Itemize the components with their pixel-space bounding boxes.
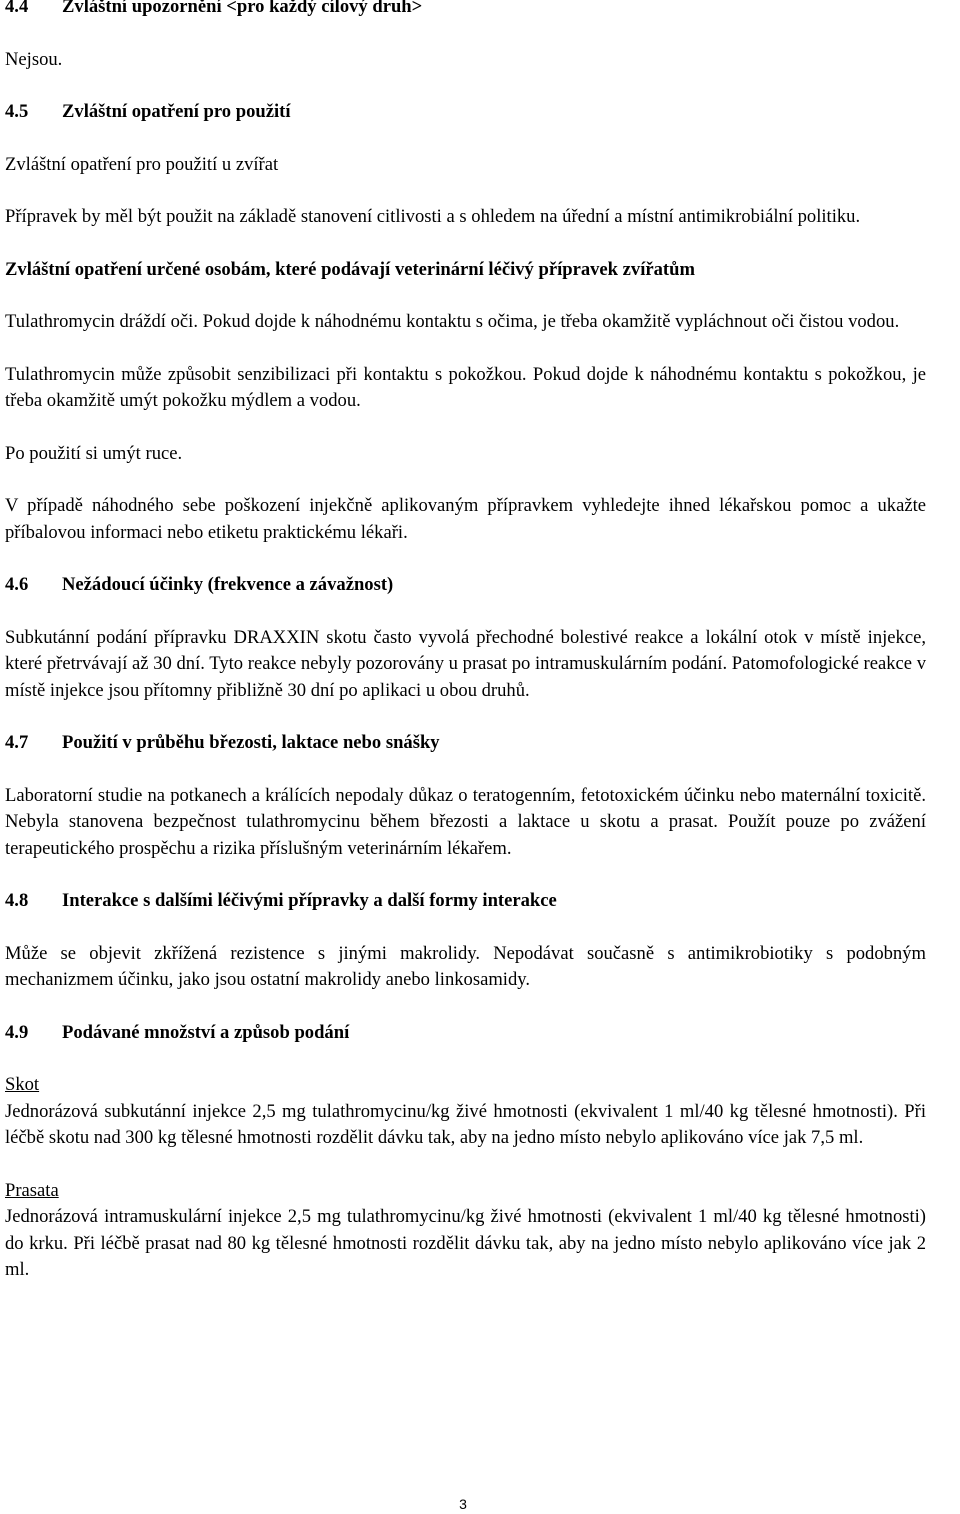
section-title: Zvláštní upozornění <pro každý cílový druh> (62, 0, 423, 17)
section-title: Zvláštní opatření pro použití (62, 101, 291, 122)
section-number: 4.9 (5, 1021, 29, 1043)
paragraph: V případě náhodného sebe poškození injekčně aplikovaným přípravkem vyhledejte ihned lékařskou pomoc a ukažte příbalovou informaci nebo etiketu praktickému lékaři. (5, 495, 926, 543)
section-number: 4.7 (5, 732, 29, 753)
section-number: 4.4 (5, 0, 29, 17)
paragraph: Tulathromycin může způsobit senzibilizaci při kontaktu s pokožkou. Pokud dojde k náhodnému kontaktu s pokožkou, je třeba okamžitě umýt pokožku mýdlem a vodou. (5, 363, 926, 411)
paragraph: Přípravek by měl být použit na základě stanovení citlivosti a s ohledem na úřední a místní antimikrobiální politiku. (5, 206, 861, 227)
page-number: 3 (459, 1496, 467, 1512)
section-heading-4-7 (5, 730, 926, 757)
paragraph: Po použití si umýt ruce. (5, 442, 183, 464)
section-number: 4.5 (5, 101, 29, 122)
paragraph: Laboratorní studie na potkanech a králících nepodaly důkaz o teratogenním, fetotoxickém účinku nebo maternální toxicitě. Nebyla stanovena bezpečnost tulathromycinu během březosti a laktace u skotu a prasat. Použít pouze po zvážení terapeutického prospěchu a rizika příslušným veterinárním lékařem. (5, 784, 926, 859)
paragraph: Nejsou. (5, 48, 63, 70)
section-number: 4.8 (5, 890, 29, 911)
section-number: 4.6 (5, 574, 29, 595)
section-title: Interakce s dalšími léčivými přípravky a další formy interakce (62, 890, 557, 911)
document-page (5, 0, 926, 1284)
section-title: Použití v průběhu březosti, laktace nebo snášky (62, 732, 440, 753)
section-heading-4-5 (5, 99, 926, 126)
species-label-skot: Skot (5, 1074, 40, 1095)
paragraph: Jednorázová intramuskulární injekce 2,5 mg tulathromycinu/kg živé hmotnosti (ekvivalent 1 ml/40 kg tělesné hmotnosti) do krku. Při léčbě prasat nad 80 kg tělesné hmotnosti rozdělit dávku tak, aby na jedno místo nebylo aplikováno více jak 2 ml. (5, 1206, 926, 1280)
paragraph: Tulathromycin dráždí oči. Pokud dojde k náhodnému kontaktu s očima, je třeba okamžitě vypláchnout oči čistou vodou. (5, 311, 900, 332)
section-title: Podávané množství a způsob podání (62, 1021, 350, 1043)
section-heading-4-6 (5, 572, 926, 599)
section-heading-4-4 (5, 0, 926, 21)
subheading: Zvláštní opatření pro použití u zvířat (5, 153, 279, 175)
paragraph: Může se objevit zkřížená rezistence s jinými makrolidy. Nepodávat současně s antimikrobiotiky s podobným mechanizmem účinku, jako jsou ostatní makrolidy anebo linkosamidy. (5, 942, 926, 990)
paragraph: Jednorázová subkutánní injekce 2,5 mg tulathromycinu/kg živé hmotnosti (ekvivalent 1 ml/40 kg tělesné hmotnosti). Při léčbě skotu nad 300 kg tělesné hmotnosti rozdělit dávku tak, aby na jedno místo nebylo aplikováno více jak 7,5 ml. (5, 1100, 926, 1148)
species-label-prasata: Prasata (5, 1179, 59, 1201)
section-heading-4-9 (5, 1020, 926, 1047)
paragraph: Subkutánní podání přípravku DRAXXIN skotu často vyvolá přechodné bolestivé reakce a lokální otok v místě injekce, které přetrvávají až 30 dní. Tyto reakce nebyly pozorovány u prasat po intramuskulárním podání. Patomofologické reakce v místě injekce jsou přítomny přibližně 30 dní po aplikaci u obou druhů. (5, 626, 926, 701)
section-title: Nežádoucí účinky (frekvence a závažnost) (62, 574, 394, 595)
subheading-bold: Zvláštní opatření určené osobám, které podávají veterinární léčivý přípravek zvířatům (5, 258, 695, 280)
section-heading-4-8 (5, 888, 926, 915)
